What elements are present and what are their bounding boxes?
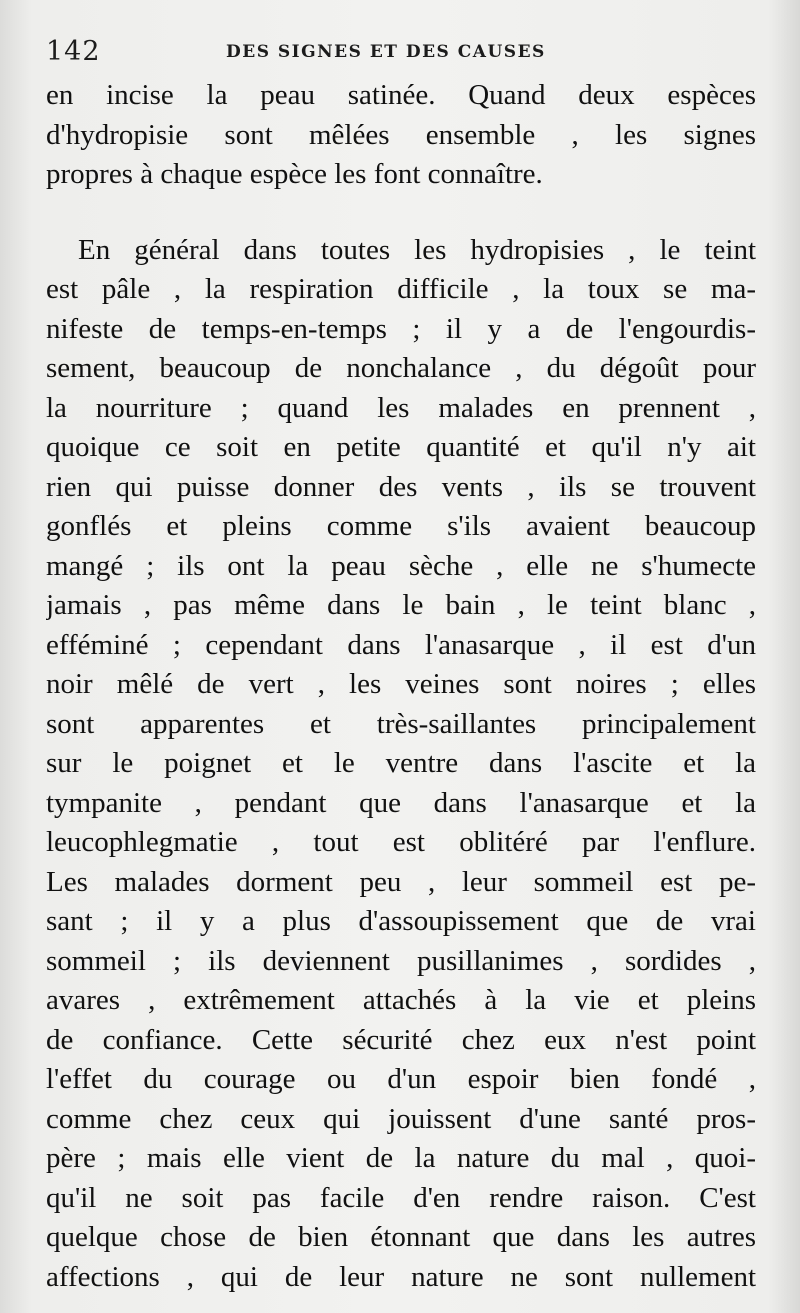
text-line: père ; mais elle vient de la nature du mal , quoi-: [46, 1142, 756, 1174]
text-line: tympanite , pendant que dans l'anasarque et la: [46, 786, 756, 819]
text-line: quelque chose de bien étonnant que dans les autres: [46, 1221, 756, 1253]
text-line: gonflés et pleins comme s'ils avaient beaucoup: [46, 510, 756, 542]
text-line: l'effet du courage ou d'un espoir bien fondé ,: [46, 1063, 756, 1095]
text-line: de confiance. Cette sécurité chez eux n'est point: [46, 1023, 756, 1056]
text-line: qu'il ne soit pas facile d'en rendre raison. C'est: [46, 1181, 756, 1214]
text-line: sont apparentes et très-saillantes principalement: [46, 707, 756, 740]
paragraph-2: [46, 231, 756, 1298]
running-head: DES SIGNES ET DES CAUSES: [226, 42, 546, 62]
text-line: noir mêlé de vert , les veines sont noires ; elles: [46, 668, 756, 700]
text-line: sommeil ; ils deviennent pusillanimes , sordides ,: [46, 944, 756, 977]
paragraph-1: [46, 76, 756, 195]
text-line: d'hydropisie sont mêlées ensemble , les signes: [46, 118, 756, 151]
paragraph-gap: [46, 195, 756, 231]
text-line: rien qui puisse donner des vents , ils se trouvent: [46, 470, 756, 503]
text-line: leucophlegmatie , tout est oblitéré par l'enflure.: [46, 826, 756, 858]
text-line: comme chez ceux qui jouissent d'une santé pros-: [46, 1102, 756, 1135]
page-number: 142: [46, 36, 101, 67]
text-line: sur le poignet et le ventre dans l'ascite et la: [46, 747, 756, 779]
text-line: avares , extrêmement attachés à la vie et pleins: [46, 984, 756, 1016]
text-line: la nourriture ; quand les malades en prennent ,: [46, 391, 756, 424]
text-line: en incise la peau satinée. Quand deux espèces: [46, 79, 756, 111]
text-line: sant ; il y a plus d'assoupissement que de vrai: [46, 905, 756, 937]
page-header: [46, 36, 754, 66]
text-line: En général dans toutes les hydropisies , le teint: [78, 233, 756, 266]
text-line: propres à chaque espèce les font connaître.: [46, 158, 543, 190]
text-line: nifeste de temps-en-temps ; il y a de l'engourdis-: [46, 312, 756, 345]
text-line: quoique ce soit en petite quantité et qu'il n'y ait: [46, 431, 756, 463]
text-line: mangé ; ils ont la peau sèche , elle ne s'humecte: [46, 549, 756, 582]
text-line: sement, beaucoup de nonchalance , du dégoût pour: [46, 352, 756, 384]
text-line: est pâle , la respiration difficile , la toux se ma-: [46, 273, 756, 305]
body-text: [46, 76, 756, 1297]
text-line: Les malades dorment peu , leur sommeil est pe-: [46, 865, 756, 898]
text-line: affections , qui de leur nature ne sont nullement: [46, 1260, 756, 1293]
text-line: jamais , pas même dans le bain , le teint blanc ,: [46, 589, 756, 621]
text-line: efféminé ; cependant dans l'anasarque , il est d'un: [46, 628, 756, 661]
